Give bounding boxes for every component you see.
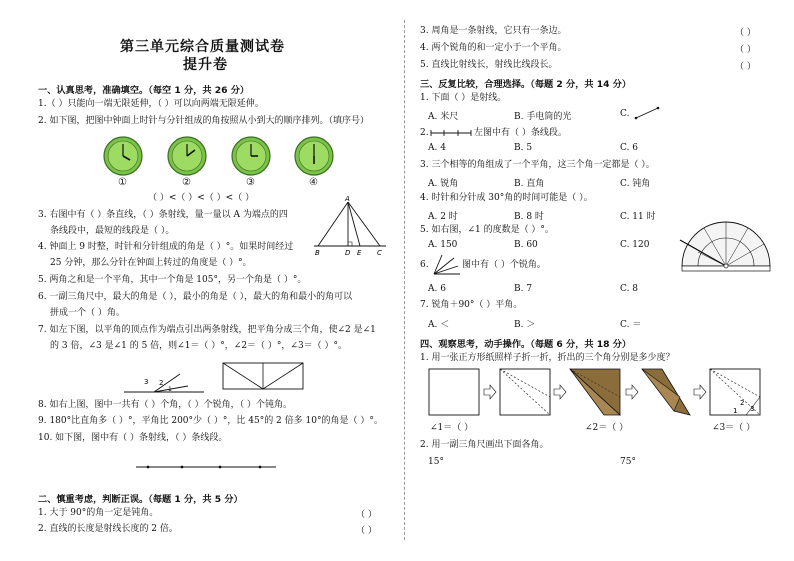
s3-q3-opt-b[interactable]: B. 直角 (514, 179, 545, 189)
s1-q10: 10. 如下图，图中有（ ）条射线，（ ）条线段。 (38, 433, 228, 443)
s1-q4b: 25 分钟，那么分针在钟面上转过的角度是（ ）°。 (50, 258, 252, 268)
s1-q4a: 4. 钟面上 9 时整，时针和分针组成的角是（ ）°。如果时间经过 (38, 242, 294, 252)
s3-q5-opt-a[interactable]: A. 150 (428, 240, 458, 250)
fig3-label-c: C (377, 249, 382, 257)
s1-q1: 1.（ ）只能向一端无限延伸，（ ）可以向两端无限延伸。 (38, 99, 264, 109)
fig3-label-e: E (357, 249, 362, 257)
clock-label-3: ③ (246, 177, 255, 188)
s1-q2-order-blank: （ ）<（ ）<（ ）<（ ） (148, 193, 255, 203)
s1-q3b: 条线段中，最短的线段是（ ）。 (50, 226, 175, 236)
clock-2 (167, 136, 207, 176)
s3-q1: 1. 下面（ ）是射线。 (420, 93, 507, 103)
s3-q1-opt-b[interactable]: B. 手电筒的光 (514, 112, 572, 122)
s1-q8: 8. 如右上图，图中一共有（ ）个角，（ ）个锐角，（ ）个钝角。 (38, 400, 293, 410)
fold-label-1: 1 (733, 407, 738, 415)
s3-q2-prefix: 2. (420, 128, 429, 138)
s4-answer-angle1[interactable]: ∠1＝（ ） (430, 423, 474, 433)
s1-q7b: 的 3 倍，∠3 是∠1 的 5 倍，则∠1＝（ ）°，∠2＝（ ）°，∠3＝（ ）°。 (50, 341, 348, 351)
segment-figure (430, 128, 472, 138)
s4-q1: 1. 用一张正方形纸照样子折一折，折出的三个角分别是多少度？ (420, 353, 675, 363)
s3-q5-opt-c[interactable]: C. 120 (620, 240, 650, 250)
s2-item-5: 5. 直线比射线长，射线比线段长。 (420, 60, 558, 70)
clock-4 (294, 136, 334, 176)
s3-q5: 5. 如右图，∠1 的度数是（ ）°。 (420, 225, 554, 235)
s4-angle-15: 15° (428, 457, 444, 467)
clock-label-1: ① (118, 177, 127, 188)
s3-q6: 图中有（ ）个锐角。 (462, 260, 546, 270)
s3-q6-prefix: 6. (420, 260, 429, 270)
fig8-rectangle (222, 362, 304, 390)
s3-q3: 3. 三个相等的角组成了一个平角，这三个角一定都是（ ）。 (420, 160, 655, 170)
fig7-label-3: 3 (144, 378, 149, 386)
s3-q7-opt-c[interactable]: C. ＝ (620, 320, 642, 330)
s3-q7: 7. 锐角＋90°（ ）平角。 (420, 300, 523, 310)
rays-figure (432, 254, 462, 278)
clock-label-2: ② (182, 177, 191, 188)
s3-q6-opt-a[interactable]: A. 6 (428, 284, 446, 294)
s3-q4-opt-b[interactable]: B. 8 时 (514, 212, 544, 222)
fold-label-3: 3 (750, 405, 755, 413)
clock-1 (103, 136, 143, 176)
s4-answer-angle2[interactable]: ∠2＝（ ） (585, 423, 629, 433)
s1-q5: 5. 两角之和是一个平角，其中一个角是 105°，另一个角是（ ）°。 (38, 275, 307, 285)
fig10-ray-line (136, 462, 276, 472)
fig3-label-a: A (345, 196, 350, 203)
s2-paren-2[interactable]: （ ） (356, 526, 377, 536)
s3-q5-opt-b[interactable]: B. 60 (514, 240, 538, 250)
fig3-label-d: D (345, 249, 351, 257)
fig7-flat-angle (124, 360, 204, 396)
clock-label-4: ④ (309, 177, 318, 188)
section4-header: 四、观察思考，动手操作。（每题 6 分，共 18 分） (420, 339, 632, 350)
s3-q4: 4. 时针和分针成 30°角的时间可能是（ ）。 (420, 193, 593, 203)
s4-answer-angle3[interactable]: ∠3＝（ ） (712, 423, 756, 433)
protractor-icon (678, 218, 774, 274)
section2-header: 二、慎重考虑，判断正误。（每题 1 分，共 5 分） (38, 494, 243, 505)
s1-q9: 9. 180°比直角多（ ）°，平角比 200°少（ ）°，比 45°的 2 倍多 10°的角是（ ）°。 (38, 416, 383, 426)
fold-label-2: 2 (740, 399, 745, 407)
s3-q2-opt-c[interactable]: C. 6 (620, 143, 639, 153)
s3-q4-opt-c[interactable]: C. 11 时 (620, 212, 656, 222)
s4-angle-75: 75° (620, 457, 636, 467)
fig3-label-b: B (315, 249, 320, 257)
s1-q6a: 6. 一副三角尺中，最大的角是（ ），最小的角是（ ），最大的角和最小的角可以 (38, 292, 353, 302)
section1-header: 一、认真思考，准确填空。（每空 1 分，共 26 分） (38, 85, 250, 96)
s2-paren-3[interactable]: （ ） (735, 28, 756, 38)
s4-q2: 2. 用一副三角尺画出下面各角。 (420, 440, 549, 450)
s2-item-3: 3. 周角是一条射线，它只有一条边。 (420, 26, 567, 36)
triangle-figure (314, 196, 386, 258)
section3-header: 三、反复比较，合理选择。（每题 2 分，共 14 分） (420, 79, 632, 90)
s1-q2: 2. 如下图，把图中钟面上时针与分针组成的角按照从小到大的顺序排列。（填序号） (38, 116, 369, 126)
s1-q7a: 7. 如左下图，以平角的顶点作为端点引出两条射线，把平角分成三个角，使∠2 是∠1 (38, 325, 376, 335)
fig7-label-2: 2 (159, 379, 164, 387)
s3-q7-opt-b[interactable]: B. ＞ (514, 320, 536, 330)
s2-paren-4[interactable]: （ ） (735, 45, 756, 55)
s2-item-2: 2. 直线的长度是射线长度的 2 倍。 (38, 524, 178, 534)
s2-paren-1[interactable]: （ ） (356, 510, 377, 520)
page-subtitle: 提升卷 (183, 57, 228, 73)
s3-q3-opt-a[interactable]: A. 锐角 (428, 179, 459, 189)
s3-q3-opt-c[interactable]: C. 钝角 (620, 179, 651, 189)
ray-icon (634, 106, 660, 120)
s3-q1-opt-a[interactable]: A. 米尺 (428, 112, 459, 122)
s3-q6-opt-b[interactable]: B. 7 (514, 284, 533, 294)
column-divider (404, 20, 405, 540)
s3-q4-opt-a[interactable]: A. 2 时 (428, 212, 458, 222)
fold-sequence (428, 367, 776, 417)
s3-q1-opt-c[interactable]: C. (620, 109, 630, 119)
s2-item-4: 4. 两个锐角的和一定小于一个平角。 (420, 43, 567, 53)
s3-q2-opt-a[interactable]: A. 4 (428, 143, 446, 153)
s2-item-1: 1. 大于 90°的角一定是钝角。 (38, 508, 159, 518)
s1-q6b: 拼成一个（ ）角。 (50, 308, 125, 318)
clock-3 (231, 136, 271, 176)
fig7-label-1: 1 (168, 386, 172, 393)
s2-paren-5[interactable]: （ ） (735, 62, 756, 72)
page-title: 第三单元综合质量测试卷 (120, 39, 285, 55)
s1-q3a: 3. 右图中有（ ）条直线，（ ）条射线，量一量以 A 为端点的四 (38, 210, 288, 220)
s3-q6-opt-c[interactable]: C. 8 (620, 284, 639, 294)
s3-q2-opt-b[interactable]: B. 5 (514, 143, 533, 153)
s3-q7-opt-a[interactable]: A. ＜ (428, 320, 450, 330)
s3-q2: 左图中有（ ）条线段。 (474, 128, 567, 138)
